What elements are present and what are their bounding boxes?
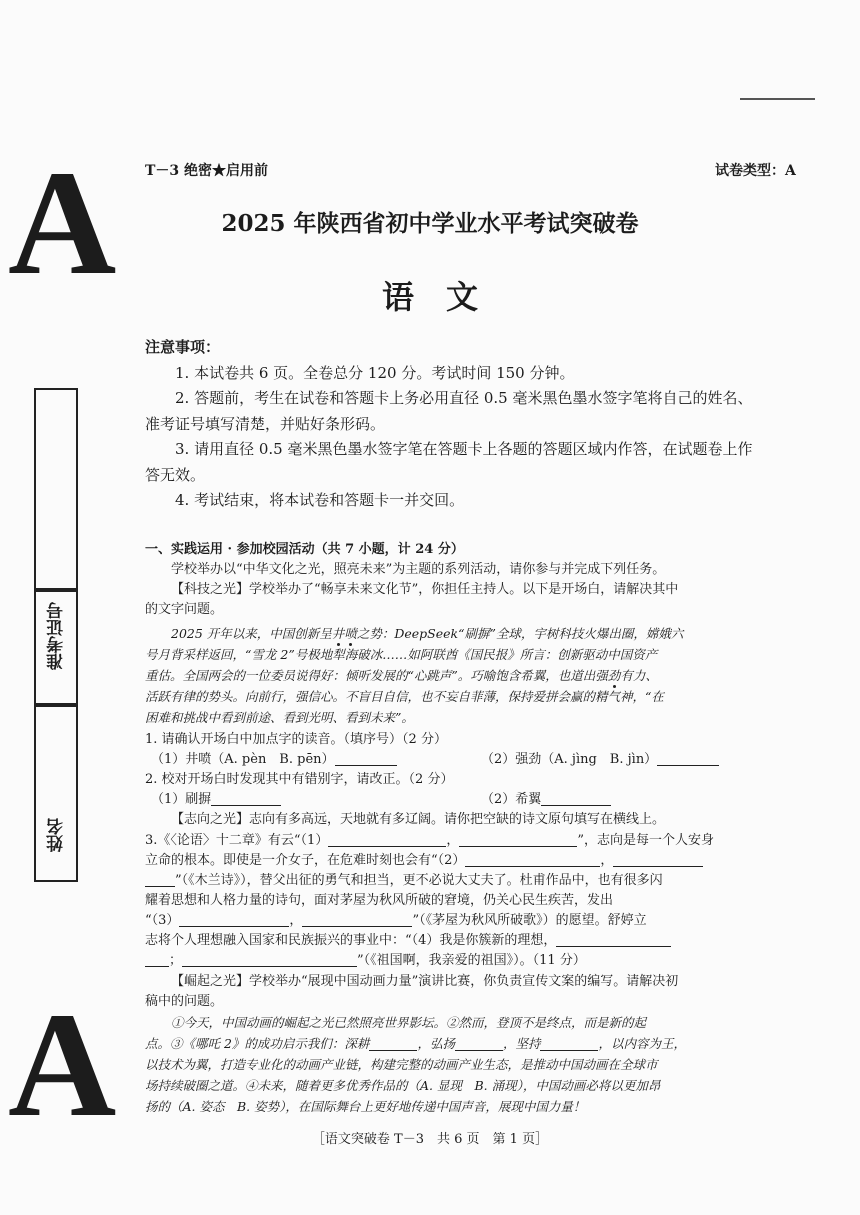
notes-block [145,335,810,514]
q3-blank-4c[interactable] [182,953,357,967]
note-4: 4. 考试结束，将本试卷和答题卡一并交回。 [175,491,465,509]
exam-title: 2025 年陕西省初中学业水平考试突破卷 [221,210,639,237]
section-intro: 学校举办以“中华文化之光，照亮未来”为主题的系列活动，请你参与并完成下列任务。 [171,562,666,577]
q3-blank-4a[interactable] [556,933,671,947]
passage-line-4: 活跃有律的势头。向前行，强信心。不盲目自信，也不妄自菲薄，保持爱拼会赢的精气神，“在 [145,689,664,704]
side-box-upper [34,388,78,592]
draft-line-2: 点。③《哪吒 2》的成功启示我们：深耕 ，弘扬 ，坚持 ，以内容为王， [145,1036,686,1051]
passage-line-2: 号月背采样返回，“雪龙 2”号极地犁海破冰……如阿联酋《国民报》所言：创新驱动中国资产 [145,647,658,662]
q3-line-g: ； ”（《祖国啊，我亲爱的祖国》）。（11 分） [145,951,586,971]
note-2a: 2. 答题前，考生在试卷和答题卡上务必用直径 0.5 毫米黑色墨水签字笔将自己的姓名、 [175,389,753,407]
draft-blank-1[interactable] [369,1038,417,1052]
draft-line-1: ①今天，中国动画的崛起之光已然照亮世界影坛。②然而，登顶不是终点，而是新的起 [171,1015,647,1030]
question-2: 2. 校对开场白时发现其中有错别字，请改正。（2 分） [145,772,454,787]
page-footer: ［语文突破卷 T－3 共 6 页 第 1 页］ [311,1132,549,1147]
paper-type: 试卷类型：A [715,163,796,179]
draft-line-3: 以技术为翼，打造专业化的动画产业链，构建完整的动画产业生态，是推动中国动画在全球市 [145,1057,658,1072]
q3-blank-2a[interactable] [465,853,600,867]
q1-answer-2[interactable] [657,752,719,766]
passage-line-1: 2025 开年以来，中国创新呈井喷之势：DeepSeek“刷摒”全球，宇树科技火爆出圈，嫦娥六 [171,626,684,641]
note-3b: 答无效。 [145,465,206,484]
q3-blank-2c[interactable] [145,873,175,887]
q3-line-b: 立命的根本。即使是一介女子，在危难时刻也会有“（2） ， [145,851,703,871]
section-heading: 一、实践运用 · 参加校园活动（共 7 小题，计 24 分） [145,542,464,557]
q2-answer-1[interactable] [211,792,281,806]
q3-blank-3b[interactable] [302,913,412,927]
passage-line-5: 困难和挑战中看到前途、看到光明、看到未来”。 [145,710,414,725]
scan-mark [740,98,815,100]
q3-line-a: 3.《〈论语〉十二章》有云“（1） ， ”，志向是每一个人安身 [145,833,714,848]
confidential-code: T－3 绝密★启用前 [145,163,269,179]
rise-prompt-b: 稿中的问题。 [145,994,224,1009]
q1-option-2: （2）强劲（A. jìng B. jìn） [481,750,719,770]
note-3a: 3. 请用直径 0.5 毫米黑色墨水签字笔在答题卡上各题的答题区域内作答，在试题卷上作 [175,440,753,458]
passage-line-3: 重估。全国两会的一位委员说得好：倾听发展的“心跳声”。巧喻饱含希翼，也道出强劲有力、 [145,668,658,683]
q2-answer-2[interactable] [541,792,611,806]
q3-blank-1a[interactable] [328,833,446,847]
q3-blank-4b[interactable] [145,953,169,967]
section-one [145,540,810,1114]
note-2b: 准考证号填写清楚，并贴好条形码。 [145,414,386,433]
rise-prompt-a: 【崛起之光】学校举办“展现中国动画力量”演讲比赛，你负责宣传文案的编写。请解决初 [171,974,679,989]
q3-line-c: ”（《木兰诗》），替父出征的勇气和担当，更不必说大丈夫了。杜甫作品中，也有很多闪 [145,871,663,891]
side-box-name [34,703,78,882]
paper-type-letter-bottom: A [8,982,117,1148]
tech-prompt-b: 的文字问题。 [145,602,224,617]
draft-line-4: 场持续破圈之道。④未来，随着更多优秀作品的（A. 显现 B. 涌现），中国动画必将以更加昂 [145,1078,661,1093]
q3-line-d: 耀着思想和人格力量的诗句，面对茅屋为秋风所破的窘境，仍关心民生疾苦，发出 [145,893,614,908]
draft-blank-2[interactable] [455,1038,503,1052]
q2-item-2: （2）希翼 [481,790,611,810]
q1-answer-1[interactable] [335,752,397,766]
subject-title: 语 文 [381,278,478,316]
draft-blank-3[interactable] [540,1038,598,1052]
q3-blank-1b[interactable] [459,833,577,847]
aspire-prompt: 【志向之光】志向有多高远，天地就有多辽阔。请你把空缺的诗文原句填写在横线上。 [171,812,666,827]
q3-line-e: “（3） ， ”（《茅屋为秋风所破歌》）的愿望。舒婷立 [145,913,647,928]
q3-line-f: 志将个人理想融入国家和民族振兴的事业中：“（4）我是你簇新的理想， [145,931,671,951]
question-1: 1. 请确认开场白中加点字的读音。（填序号）（2 分） [145,732,447,747]
notes-heading: 注意事项： [145,338,221,356]
q3-blank-3a[interactable] [179,913,289,927]
name-label: 姓名 [47,818,67,852]
note-1: 1. 本试卷共 6 页。全卷总分 120 分。考试时间 150 分钟。 [175,363,575,382]
draft-line-5: 扬的（A. 姿态 B. 姿势），在国际舞台上更好地传递中国声音，展现中国力量！ [145,1099,586,1114]
candidate-id-label: 准考证号 [47,602,67,670]
q2-item-1: （1）刷摒 [151,790,281,810]
tech-prompt-a: 【科技之光】学校举办了“畅享未来文化节”，你担任主持人。以下是开场白，请解决其中 [171,582,679,597]
q3-blank-2b[interactable] [613,853,703,867]
q1-option-1: （1）井喷（A. pèn B. pēn） [151,750,397,770]
paper-type-letter-top: A [8,140,117,306]
